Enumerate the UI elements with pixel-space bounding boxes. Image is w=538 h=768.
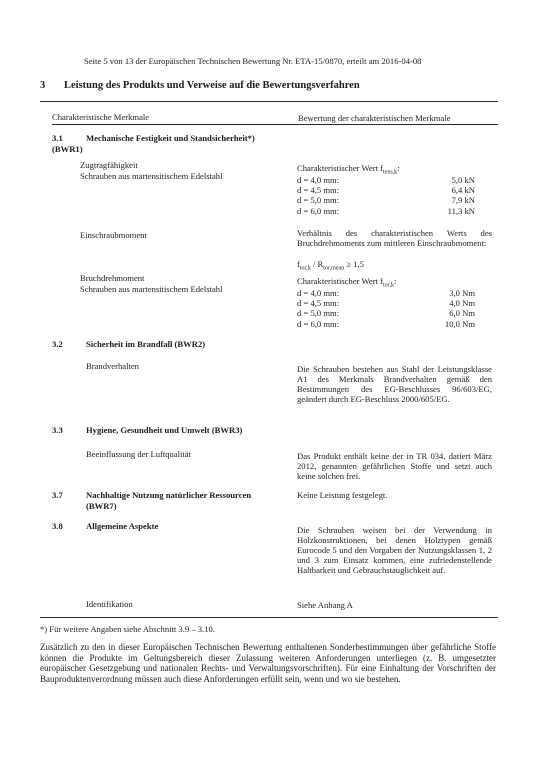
bruch-value: 10,0 Nm [444,318,475,329]
zug-diameter: d = 4,0 mm: [297,175,340,185]
s33-title: Hygiene, Gesundheit und Umwelt (BWR3) [86,425,243,435]
zug-row [297,206,475,216]
section-title: Leistung des Produkts und Verweise auf die Bewertungsverfahren [64,80,360,91]
einschraub-text: Verhältnis des charakteristischen Werts des Bruchdrehmoments zum mittleren Einschraubmoment: [297,228,492,248]
zug-diameter: d = 5,0 mm: [297,195,340,206]
ident-value: Siehe Anhang A [297,600,353,610]
table-header-left: Charakteristische Merkmale [52,112,150,122]
einschraub-label: Einschraubmoment [80,230,147,240]
s32-number: 3.2 [52,339,63,349]
s37-text: Keine Leistung festgelegt. [297,490,388,500]
zug-sub: Schrauben aus martensitischem Edelstahl [80,171,223,181]
zug-label: Zugtragfähigkeit [80,160,138,170]
page-header: Seite 5 von 13 der Europäischen Technischen Bewertung Nr. ETA-15/0870, erteilt am 2016-04-08 [84,56,422,66]
bruch-label: Bruchdrehmoment [80,273,145,283]
bruch-diameter: d = 6,0 mm: [297,318,340,329]
bruch-diameter: d = 4,5 mm: [297,298,340,309]
bruch-diameter: d = 5,0 mm: [297,308,340,319]
s37-title: Nachhaltige Nutzung natürlicher Ressourcen [86,490,252,500]
zug-diameter: d = 4,5 mm: [297,185,340,196]
closing-paragraph: Zusätzlich zu den in dieser Europäischen Technischen Bewertung enthaltenen Sonderbestimmungen über gefährliche Stoffe können die Produkte im Geltungsbereich dieser Zulassung weiteren Anforderungen unterliegen (z. B. umgesetzter europäischer Gesetzgebung und nationalen Rechts- und Verwaltungsvorschriften). Für eine Einhaltung der Vorschriften der Bauproduktenverordnung müssen auch diese Anforderungen erfüllt sein, wenn und wo sie bestehen. [40,642,496,684]
bruch-row [297,298,475,308]
bruch-row [297,308,475,318]
s31-title-line2: (BWR1) [52,144,83,154]
s32-title: Sicherheit im Brandfall (BWR2) [86,339,206,349]
s38-number: 3.8 [52,521,63,531]
zug-row [297,175,475,185]
bruch-row [297,319,475,329]
bruch-sub: Schrauben aus martensitischem Edelstahl [80,284,223,294]
s33-number: 3.3 [52,425,63,435]
s31-title: Mechanische Festigkeit und Standsicherheit*) [86,133,255,143]
s32-label: Brandverhalten [86,361,139,371]
bruch-title: Charakteristischer Wert $f_{tor,k}$: [297,276,397,289]
zug-value: 6,4 kN [451,185,475,196]
section-number: 3 [40,80,46,91]
s38-title: Allgemeine Aspekte [86,521,159,531]
s33-label: Beeinflussung der Luftqualität [86,449,192,459]
zug-diameter: d = 6,0 mm: [297,205,340,216]
table-top-rule [40,101,498,102]
zug-row [297,195,475,205]
bruch-value: 4,0 Nm [449,298,475,309]
footnote: *) Für weitere Angaben siehe Abschnitt 3.9 – 3.10. [40,624,215,634]
bruch-diameter: d = 4,0 mm: [297,288,340,298]
table-bottom-rule [40,617,498,618]
einschraub-formula: $f_{tor,k} / R_{tor,mean} \ge 1,5$ [297,259,364,272]
zug-value: 7,9 kN [451,195,475,206]
bruch-row [297,288,475,298]
s38-text: Die Schrauben weisen bei der Verwendung in Holzkonstruktionen, bei denen Holztypen gemäß Eurocode 5 und den Vorgaben der Nutzungsklassen 1, 2 und 3 zum Einsatz kommen, eine zufriedenstellende Haltbarkeit und Gebrauchstauglichkeit auf. [297,525,492,575]
zug-row [297,185,475,195]
table-header-rule [52,124,498,125]
s37-number: 3.7 [52,490,63,500]
bruch-value: 3,0 Nm [449,288,475,298]
zug-value: 11,3 kN [447,205,475,216]
s37-title-line2: (BWR7) [86,501,117,511]
table-header-right: Bewertung der charakteristischen Merkmale [298,113,451,123]
ident-label: Identifikation [86,599,133,609]
s32-text: Die Schrauben bestehen aus Stahl der Leistungsklasse A1 des Merkmals Brandverhalten gemäß den Bestimmungen des EG-Beschlusses 96/603/EG, geändert durch EG-Beschluss 2000/605/EG. [297,364,492,404]
s31-number: 3.1 [52,133,63,143]
zug-title: Charakteristischer Wert $f_{tens,k}$: [297,163,400,176]
zug-value: 5,0 kN [451,175,475,185]
s33-text: Das Produkt enthält keine der in TR 034, datiert März 2012, genannten gefährlichen Stoffe und setzt auch keine solchen frei. [297,451,492,481]
bruch-value: 6,0 Nm [449,308,475,319]
